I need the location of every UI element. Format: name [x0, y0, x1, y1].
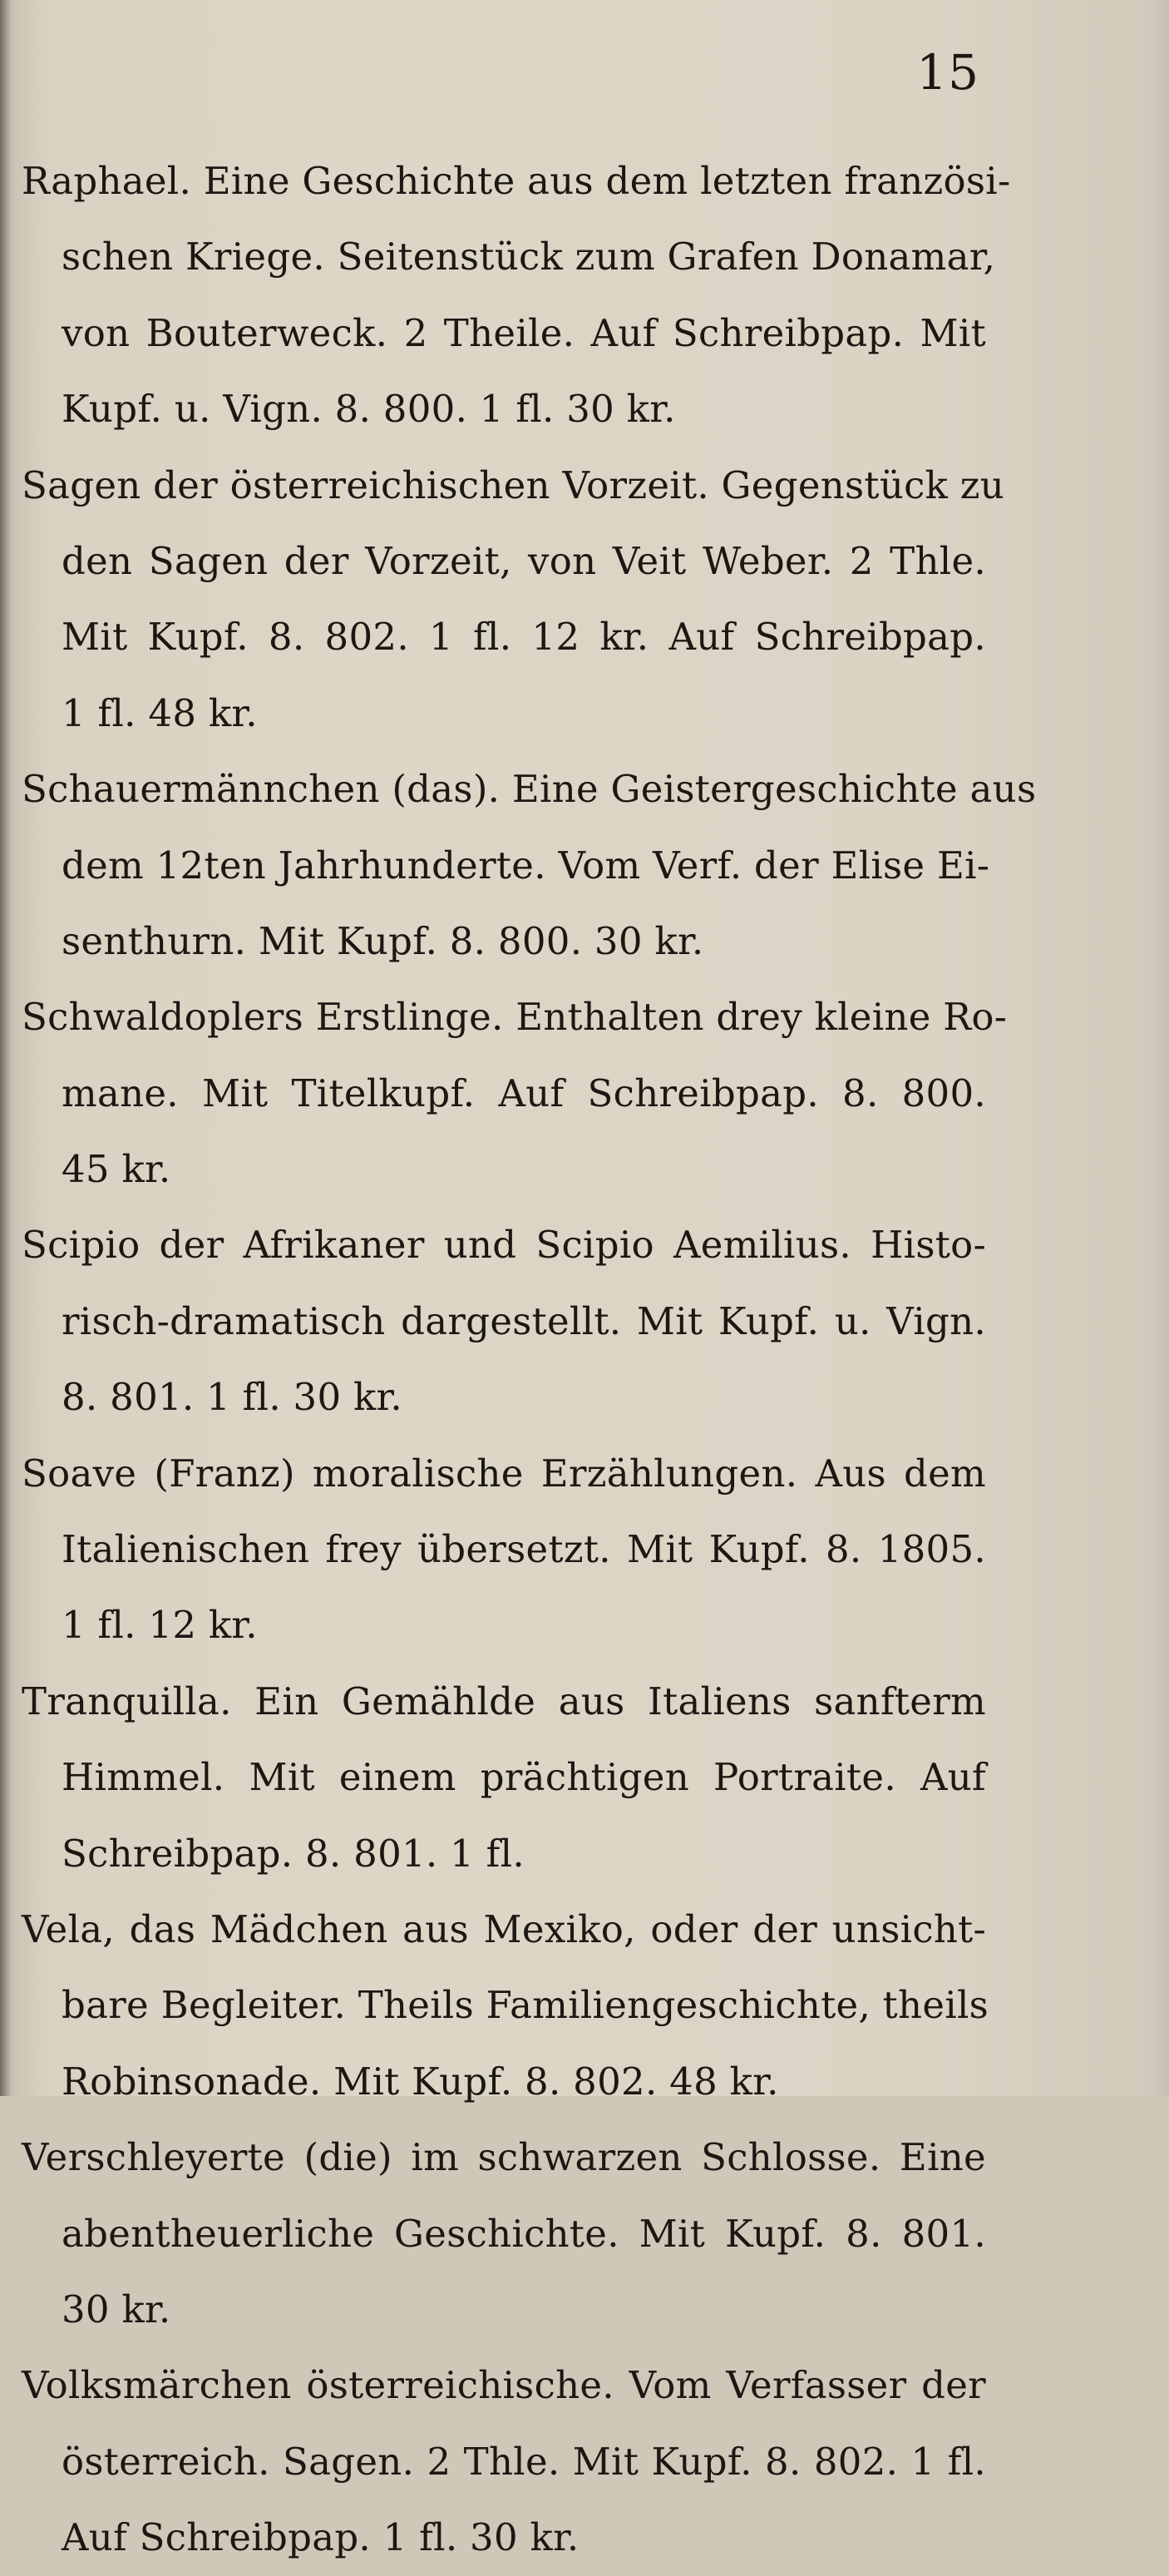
catalog-entry [22, 447, 1005, 752]
entry-text-line: 30 kr. [62, 2287, 171, 2331]
entry-title-line: Volksmärchen österreichische. Vom Verfasser der [22, 2363, 986, 2408]
entry-text-line: Schreibpap. 8. 801. 1 fl. [62, 1831, 525, 1876]
catalog-entry [22, 1891, 989, 2119]
catalog-entries [22, 143, 1037, 2576]
entry-text-line: bare Begleiter. Theils Familiengeschichte, theils [62, 1983, 989, 2028]
entry-text-line: schen Kriege. Seitenstück zum Grafen Donamar, [62, 235, 996, 279]
entry-text-line: Robinsonade. Mit Kupf. 8. 802. 48 kr. [62, 2059, 779, 2104]
entry-text-line: 1 fl. 48 kr. [62, 690, 258, 735]
spine-shadow [0, 0, 12, 2096]
entry-text-line: von Bouterweck. 2 Theile. Auf Schreibpap. Mit [62, 310, 986, 355]
entry-text-line: Mit Kupf. 8. 802. 1 fl. 12 kr. Auf Schreibpap. [62, 615, 986, 660]
entry-text-line: 1 fl. 12 kr. [62, 1603, 258, 1648]
catalog-entry [22, 1436, 986, 1664]
catalog-entry [22, 751, 1037, 979]
entry-title-line: Schwaldoplers Erstlinge. Enthalten drey kleine Ro- [22, 995, 1008, 1040]
catalog-entry [22, 2347, 986, 2575]
entry-title-line: Vela, das Mädchen aus Mexiko, oder der unsicht- [22, 1906, 986, 1951]
entry-text-line: Himmel. Mit einem prächtigen Portraite. Auf [62, 1755, 986, 1800]
entry-text-line: 8. 801. 1 fl. 30 kr. [62, 1375, 403, 1420]
entry-text-line: 45 kr. [62, 1147, 171, 1192]
catalog-entry [22, 979, 1008, 1207]
entry-title-line: Scipio der Afrikaner und Scipio Aemilius. Histo- [22, 1223, 986, 1268]
entry-text-line: dem 12ten Jahrhunderte. Vom Verf. der Elise Ei- [62, 843, 990, 888]
entry-title-line: Sagen der österreichischen Vorzeit. Gegenstück zu [22, 462, 1005, 507]
entry-text-line: abentheuerliche Geschichte. Mit Kupf. 8. 801. [62, 2211, 986, 2256]
entry-title-line: Tranquilla. Ein Gemählde aus Italiens sanfterm [22, 1679, 986, 1723]
page-number: 15 [916, 44, 979, 101]
entry-title-line: Raphael. Eine Geschichte aus dem letzten französi- [22, 159, 1011, 203]
entry-text-line: den Sagen der Vorzeit, von Veit Weber. 2 Thle. [62, 538, 986, 583]
catalog-entry [22, 1664, 986, 1891]
catalog-entry [22, 2119, 986, 2347]
entry-text-line: Italienischen frey übersetzt. Mit Kupf. 8. 1805. [62, 1527, 986, 1572]
entry-text-line: mane. Mit Titelkupf. Auf Schreibpap. 8. 800. [62, 1070, 986, 1115]
entry-text-line: senthurn. Mit Kupf. 8. 800. 30 kr. [62, 918, 704, 963]
entry-text-line: Kupf. u. Vign. 8. 800. 1 fl. 30 kr. [62, 387, 676, 432]
entry-text-line: Auf Schreibpap. 1 fl. 30 kr. [62, 2515, 580, 2560]
catalog-entry [22, 143, 1011, 447]
entry-title-line: Schauermännchen (das). Eine Geistergeschichte aus [22, 767, 1037, 812]
entry-text-line: österreich. Sagen. 2 Thle. Mit Kupf. 8. 802. 1 fl. [62, 2439, 986, 2484]
entry-text-line: risch-dramatisch dargestellt. Mit Kupf. u. Vign. [62, 1298, 986, 1343]
entry-title-line: Verschleyerte (die) im schwarzen Schlosse. Eine [22, 2135, 986, 2180]
catalog-entry [22, 1207, 986, 1435]
entry-title-line: Soave (Franz) moralische Erzählungen. Aus dem [22, 1451, 986, 1496]
